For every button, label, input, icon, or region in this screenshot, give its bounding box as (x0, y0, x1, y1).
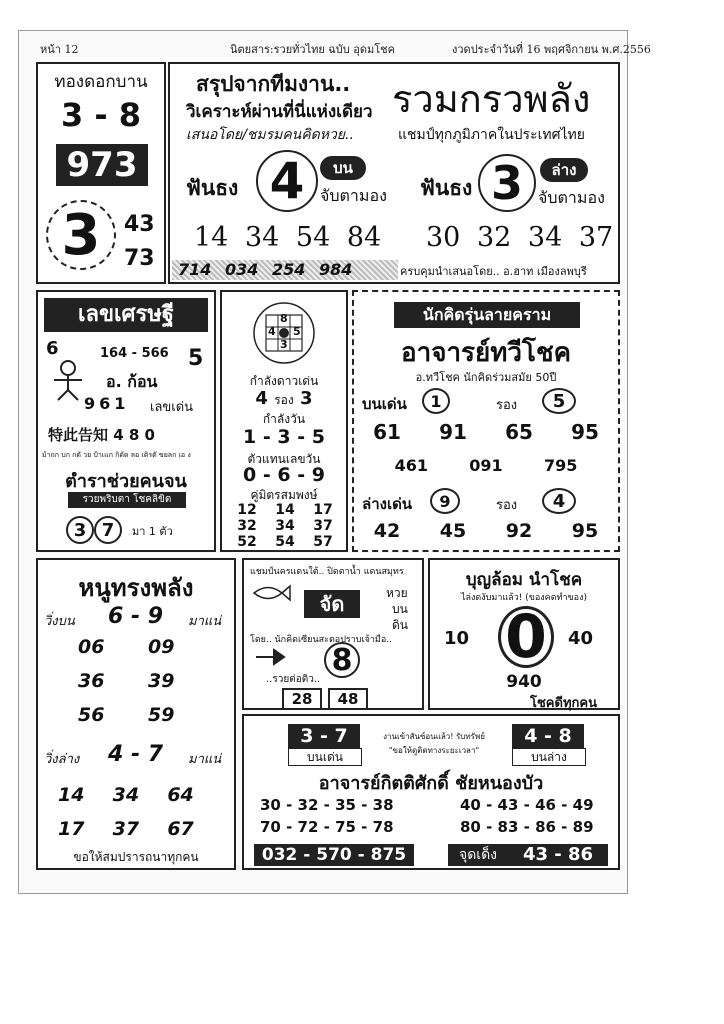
magazine-title: นิตยสาร:รวยทั่วไทย ฉบับ อุดมโชค (230, 43, 395, 56)
thawi-banner: นักคิดรุ่นลายคราม (394, 302, 580, 328)
tongdok-pair: 3 - 8 (60, 96, 142, 134)
thawi-top-r: 5 (542, 388, 576, 414)
boonlom-left: 10 (444, 628, 470, 649)
yingsak-p2: 4 - 8 (512, 724, 584, 748)
yingsak-row1: 30 - 32 - 35 - 38 (260, 796, 394, 814)
yingsak-jud-label: จุดเด็ง (448, 844, 508, 866)
yingsak-mid1: งานเข้าสันซ์อนแล้ว! รับทรัพย์ (383, 732, 485, 741)
thawi-bot-rong: รอง (496, 498, 518, 513)
fan2-tag: ล่าง (540, 158, 588, 182)
lekset-row2-label: เลขเด่น (150, 400, 194, 415)
ruam-bottom-nums: 30 32 34 37 (426, 222, 614, 253)
wheel-left: 4 (268, 325, 276, 338)
star-l4: คู่มิตรสมพงษ์ (250, 488, 318, 502)
page-number: หน้า 12 (40, 43, 79, 56)
issue-date: งวดประจำวันที่ 16 พฤศจิกายน พ.ศ.2556 (452, 43, 651, 56)
thawi-top-label: บนเด่น (362, 395, 407, 413)
yingsak-box (242, 714, 620, 870)
yingsak-mid2: "ขอให้ดูติดทางระยะเวลา" (388, 746, 480, 755)
lekset-box (36, 290, 216, 552)
nuthong-top-tag: มาแน่ (188, 614, 222, 629)
lekset-c1: 3 (66, 516, 94, 544)
tongdok-box (36, 62, 166, 284)
fish-icon (252, 582, 292, 604)
lekset-row1: 164 - 566 (100, 346, 169, 361)
champ-n2: 48 (328, 688, 368, 710)
thawi-bot-label: ล่างเด่น (362, 495, 413, 513)
ruam-brand: รวมกรวพลัง (392, 77, 591, 121)
champ-huay: หวย (386, 586, 408, 600)
fan2-label: ฟันธง (420, 176, 473, 200)
lekset-c-label: มา 1 ตัว (132, 525, 173, 538)
lekset-title: เลขเศรษฐี (44, 298, 208, 332)
champ-din: ดิน (392, 618, 408, 632)
ruam-credit: ครบคุมนำเสนอโดย.. อ.ฮาท เมืองลพบุรี (400, 265, 587, 278)
yingsak-p1: 3 - 7 (288, 724, 360, 748)
yingsak-row2: 70 - 72 - 75 - 78 (260, 818, 394, 836)
star-n2: 1 - 3 - 5 (243, 426, 325, 448)
yingsak-p1-label: บนเด่น (288, 748, 362, 766)
lekset-row3: 特此告知 4 8 0 (48, 426, 155, 444)
thawi-box (352, 290, 620, 552)
star-wheel (242, 298, 326, 368)
champ-n1: 28 (282, 688, 322, 710)
champ-bon: บน (392, 602, 408, 616)
star-grid: 12 14 17 32 34 37 52 54 57 (237, 502, 333, 550)
yingsak-p2-label: บนล่าง (512, 748, 586, 766)
yingsak-name: อาจารย์กิตติศักดิ์ ชัยหนองบัว (318, 773, 544, 794)
lekset-row2: 961 (84, 394, 130, 413)
thawi-bot-n: 9 (430, 488, 460, 514)
star-l3: ตัวแทนเลขวัน (247, 452, 321, 466)
boonlom-center: 0 (498, 606, 554, 668)
nuthong-bot-label: วิ่งล่าง (44, 752, 80, 767)
nuthong-bot-pair: 4 - 7 (108, 742, 164, 767)
boonlom-right: 40 (568, 628, 594, 649)
arrow-icon (254, 648, 294, 666)
thawi-sub: อ.ทวีโชค นักคิดร่วมสมัย 50ปี (415, 371, 557, 384)
star-n3: 0 - 6 - 9 (243, 464, 325, 486)
ruam-triples: 714 034 254 984 (172, 260, 398, 280)
tongdok-n2: 73 (124, 246, 155, 271)
champ-top: แชมป์นครแดนใต้.. ปิดตาน้ำ แดนสมุทร (250, 567, 404, 577)
star-l2: กำลังวัน (262, 412, 306, 426)
fan1-label: ฟันธง (186, 176, 239, 200)
champ-box (242, 558, 424, 710)
fan2-num: 3 (478, 154, 536, 212)
star-l1: กำลังดาวเด่น (249, 374, 319, 388)
lekset-sub2: รวยพริบตา โชคลิขิต (68, 492, 186, 508)
ruam-line1: สรุปจากทีมงาน.. (196, 72, 351, 96)
thawi-bot-nums: 42 45 92 95 (373, 520, 599, 542)
champ-hit: จัด (304, 590, 360, 618)
lekset-title2: ตำราช่วยคนจน (65, 471, 187, 492)
champ-big: 8 (324, 642, 360, 678)
fan1-tag: บน (320, 156, 366, 180)
nuthong-top-label: วิ่งบน (44, 614, 75, 629)
yingsak-row4: 80 - 83 - 86 - 89 (460, 818, 594, 836)
thawi-top-n: 1 (422, 388, 450, 414)
boonlom-sub: ไล่งดงับมาแล้ว! (ของคดทำของ) (461, 593, 587, 603)
tongdok-n1: 43 (124, 212, 155, 237)
thawi-top-nums: 61 91 65 95 (373, 420, 599, 444)
ruam-top-nums: 14 34 54 84 (194, 222, 382, 253)
ruam-line2: วิเคราะห์ผ่านที่นี่แห่งเดียว (186, 102, 373, 122)
nuthong-grid1: 06 09 36 39 56 59 (78, 636, 175, 726)
ruam-line3: เสนอโดย/ชมรมคนคิดหวย.. (186, 127, 354, 143)
thawi-bot-r: 4 (542, 488, 576, 514)
lekset-small: ม้าถก บก กดั วย ป้าเแก กิดัด ลอ เดิรตั ขยลก เอ ง (42, 451, 191, 459)
nuthong-box (36, 558, 236, 870)
champ-rich: ..รวยต่อติว.. (266, 674, 321, 685)
lekset-num5: 5 (188, 346, 204, 371)
champ-by: โดย.. นักคิดเซียนสะตอปราบเจ้ามือ.. (250, 635, 392, 645)
lekset-name: อ. ก้อน (106, 372, 158, 391)
thawi-triples: 461 091 795 (394, 456, 578, 475)
lekset-c2: 7 (94, 516, 122, 544)
fan1-num: 4 (256, 150, 318, 212)
yingsak-triple: 032 - 570 - 875 (254, 844, 414, 866)
wheel-top: 8 (280, 312, 288, 325)
nuthong-grid2: 14 34 64 17 37 67 (58, 784, 194, 840)
star-n1: 4 รอง 3 (255, 388, 313, 409)
nuthong-footer: ขอให้สมปรารถนาทุกคน (73, 850, 199, 864)
nuthong-title: หนูทรงพลัง (78, 574, 194, 602)
star-box (220, 290, 348, 552)
wheel-right: 5 (293, 325, 301, 338)
thawi-top-rong: รอง (496, 398, 518, 413)
tongdok-title: ทองดอกบาน (54, 72, 148, 92)
fan2-sub: จับตามอง (538, 188, 605, 207)
nuthong-top-pair: 6 - 9 (108, 604, 164, 629)
thawi-title: อาจารย์ทวีโชค (401, 338, 571, 368)
yingsak-jud: 43 - 86 (508, 844, 608, 866)
wheel-bottom: 3 (280, 338, 288, 351)
fan1-sub: จับตามอง (320, 186, 387, 205)
boonlom-bottom: 940 (506, 672, 542, 692)
ruam-brand-sub: แชมป์ทุกภูมิภาคในประเทศไทย (398, 127, 585, 143)
boonlom-title: บุญล้อม นำโชค (465, 570, 583, 590)
tongdok-single: 3 (46, 200, 116, 270)
nuthong-bot-tag: มาแน่ (188, 752, 222, 767)
yingsak-row3: 40 - 43 - 46 - 49 (460, 796, 594, 814)
boonlom-box (428, 558, 620, 710)
tongdok-triple: 973 (56, 144, 148, 186)
ruam-box (168, 62, 620, 284)
lekset-num6: 6 (46, 338, 59, 359)
boonlom-tag: โชคดีทุกคน (530, 696, 597, 711)
